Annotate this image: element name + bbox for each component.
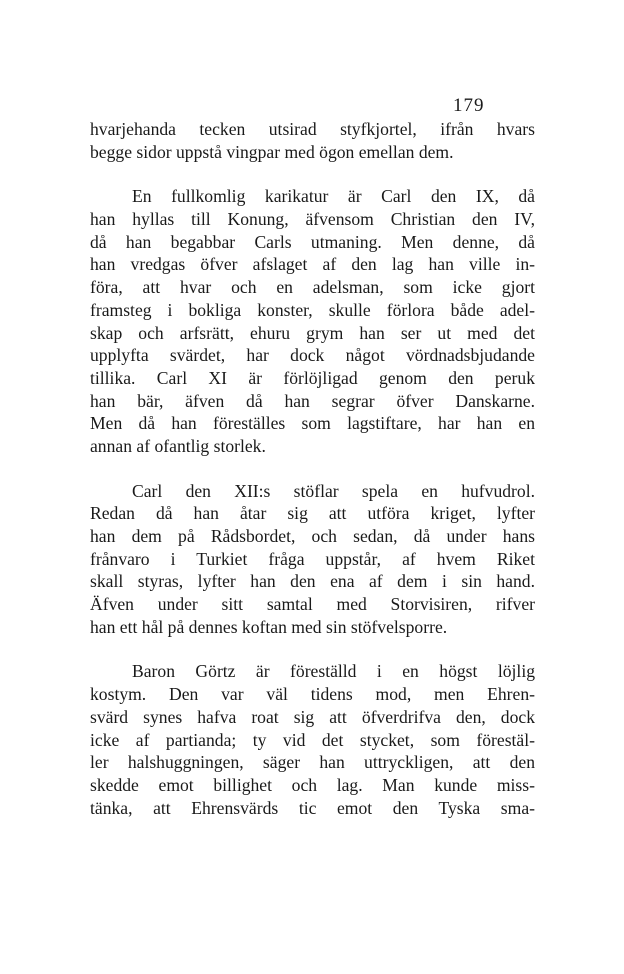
paragraph-3 [90, 480, 535, 639]
text-line: upplyfta svärdet, har dock något vördnadsbjudande [90, 345, 535, 366]
text-line: kostym. Den var väl tidens mod, men Ehren- [90, 684, 535, 705]
paragraph-2 [90, 185, 535, 457]
text-line: Baron Görtz är föreställd i en högst löjlig [132, 661, 535, 682]
text-line: han vredgas öfver afslaget af den lag han ville in- [90, 254, 535, 275]
text-line: ler halshuggningen, säger han uttryckligen, att den [90, 752, 535, 773]
text-line: skap och arfsrätt, ehuru grym han ser ut med det [90, 322, 535, 343]
text-line: tillika. Carl XI är förlöjligad genom den peruk [90, 367, 535, 388]
text-line: begge sidor uppstå vingpar med ögon emellan dem. [90, 141, 454, 162]
paragraph-4 [90, 660, 535, 819]
text-line: frånvaro i Turkiet fråga uppstår, af hvem Riket [90, 548, 535, 569]
text-line: skedde emot billighet och lag. Man kunde miss- [90, 774, 535, 795]
text-line: svärd synes hafva roat sig att öfverdrifva den, dock [90, 706, 535, 727]
text-line: tänka, att Ehrensvärds tic emot den Tyska sma- [90, 797, 535, 818]
text-line: han ett hål på dennes koftan med sin stöfvelsporre. [90, 616, 448, 637]
paragraph-1 [90, 118, 535, 163]
text-line: Men då han föreställes som lagstiftare, har han en [90, 413, 535, 434]
text-line: han hyllas till Konung, äfvensom Christian den IV, [90, 209, 535, 230]
text-line: då han begabbar Carls utmaning. Men denne, då [90, 231, 535, 252]
text-line: skall styras, lyfter han den ena af dem i sin hand. [90, 571, 535, 592]
text-line: En fullkomlig karikatur är Carl den IX, då [132, 186, 535, 207]
text-line: Carl den XII:s stöflar spela en hufvudrol. [132, 480, 535, 501]
text-line: annan af ofantlig storlek. [90, 435, 266, 456]
text-line: Äfven under sitt samtal med Storvisiren, rifver [90, 594, 535, 615]
text-line: Redan då han åtar sig att utföra kriget, lyfter [90, 503, 535, 524]
text-line: han dem på Rådsbordet, och sedan, då under hans [90, 526, 535, 546]
text-line: föra, att hvar och en adelsman, som icke gjort [90, 277, 535, 298]
text-line: framsteg i bokliga konster, skulle förlora både adel- [90, 299, 535, 320]
text-line: han bär, äfven då han segrar öfver Danskarne. [90, 390, 535, 411]
text-line: hvarjehanda tecken utsirad styfkjortel, ifrån hvars [90, 119, 535, 139]
text-line: icke af partianda; ty vid det stycket, som förestäl- [90, 729, 535, 750]
page-number: 179 [453, 95, 485, 116]
body-text [90, 118, 535, 841]
